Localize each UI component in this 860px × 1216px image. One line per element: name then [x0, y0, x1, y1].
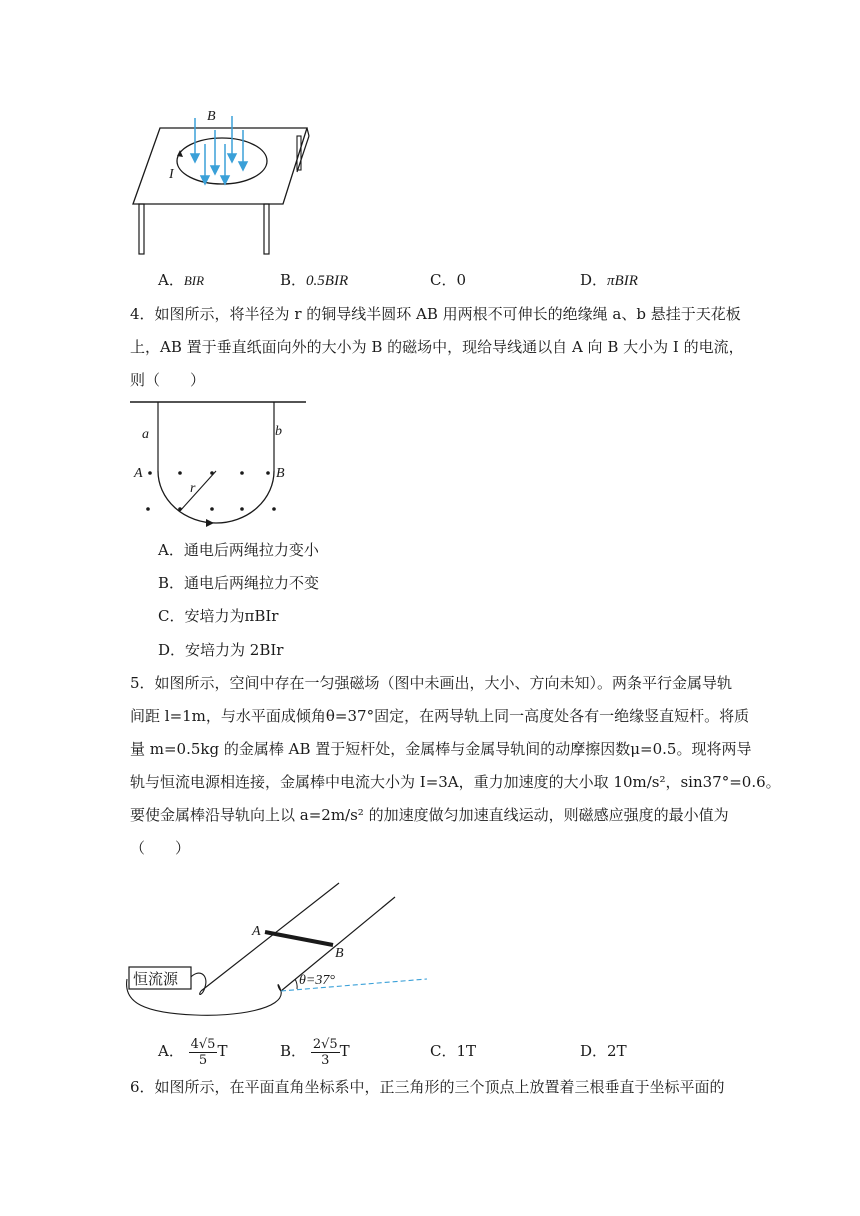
q4-stem-line-3: 则（ ）: [130, 371, 206, 389]
q4-label-b: b: [275, 424, 282, 439]
q3-label-B: B: [207, 109, 216, 124]
q5-source-label: 恒流源: [133, 972, 179, 988]
q4-label-r: r: [190, 481, 196, 496]
q4-label-a: a: [142, 427, 149, 442]
q3-label-I: I: [169, 167, 174, 182]
q4-label-A: A: [134, 466, 143, 481]
q4-option-c: C．安培力为πBIr: [158, 607, 279, 625]
q5-stem-line-4: 轨与恒流电源相连接，金属棒中电流大小为 I=3A，重力加速度的大小取 10m/s²，sin37°=0.6。: [130, 773, 781, 791]
q5-stem-line-3: 量 m=0.5kg 的金属棒 AB 置于短杆处，金属棒与金属导轨间的动摩擦因数μ=0.5。现将两导: [130, 740, 752, 758]
q4-stem-line-2: 上，AB 置于垂直纸面向外的大小为 B 的磁场中，现给导线通以自 A 向 B 大小为 I 的电流，: [130, 338, 744, 356]
q5-figure: [125, 875, 445, 1025]
q4-stem-line-1: 4．如图所示，将半径为 r 的铜导线半圆环 AB 用两根不可伸长的绝缘绳 a、b 悬挂于天花板: [130, 305, 741, 323]
q5-option-c: C．1T: [430, 1042, 477, 1060]
q5-angle-label: θ=37°: [299, 973, 335, 988]
q6-stem-line-1: 6．如图所示，在平面直角坐标系中，正三角形的三个顶点上放置着三根垂直于坐标平面的: [130, 1078, 725, 1096]
q3-option-a: A．BIR: [158, 271, 205, 289]
q5-label-B: B: [335, 946, 344, 961]
q5-stem-line-5: 要使金属棒沿导轨向上以 a=2m/s² 的加速度做匀加速直线运动，则磁感应强度的最小值为: [130, 806, 729, 824]
q5-option-a: A． $\frac{4√5}{5}$ T: [158, 1036, 228, 1068]
q4-figure: [128, 395, 318, 530]
q5-option-b-fraction: $\frac{2√5}{3}$: [312, 1036, 338, 1068]
q5-stem-line-1: 5．如图所示，空间中存在一匀强磁场（图中未画出，大小、方向未知）。两条平行金属导轨: [130, 674, 733, 692]
q3-option-b: B．0.5BIR: [280, 271, 349, 289]
q4-option-b: B．通电后两绳拉力不变: [158, 574, 320, 592]
q4-label-B: B: [276, 466, 285, 481]
q4-option-a: A．通电后两绳拉力变小: [158, 541, 319, 559]
q5-option-d: D．2T: [580, 1042, 627, 1060]
q5-label-A: A: [252, 924, 261, 939]
q5-option-b: B． $\frac{2√5}{3}$ T: [280, 1036, 350, 1068]
q5-option-a-fraction: $\frac{4√5}{5}$: [190, 1036, 216, 1068]
q5-stem-line-2: 间距 l=1m，与水平面成倾角θ=37°固定，在两导轨上同一高度处各有一绝缘竖直短杆。将质: [130, 707, 750, 725]
q3-option-c: C．0: [430, 271, 467, 289]
q3-figure: [125, 100, 325, 260]
q4-option-d: D．安培力为 2BIr: [158, 641, 284, 659]
q5-stem-line-6: （ ）: [130, 839, 191, 857]
q3-option-d: D．πBIR: [580, 271, 638, 289]
